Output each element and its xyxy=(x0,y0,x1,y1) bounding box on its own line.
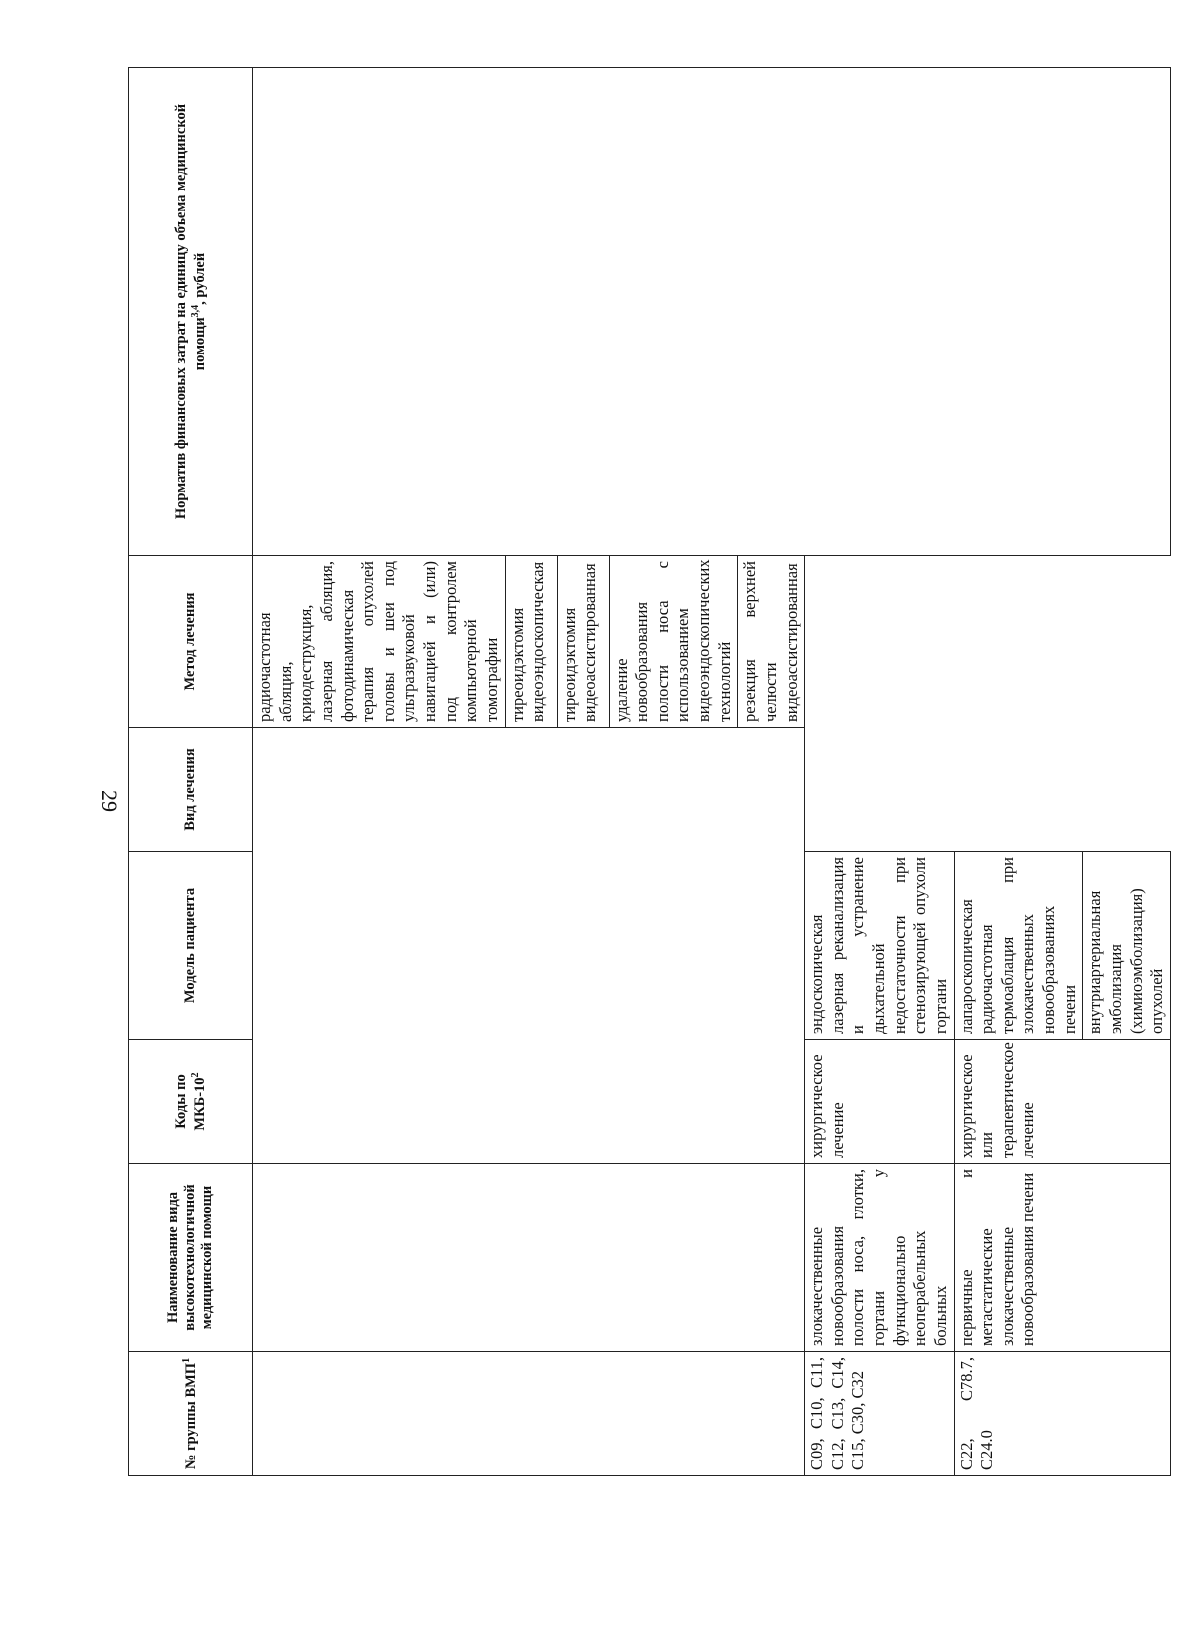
method-cell: тиреоидэктомия видеоэндоскопическая xyxy=(505,556,557,728)
header-name: Наименование вида высокотехнологичной медицинской помощи xyxy=(129,1164,253,1352)
cost-cell xyxy=(253,68,1171,556)
table-row xyxy=(253,68,506,1476)
header-row xyxy=(129,68,253,1476)
name-cell xyxy=(253,1164,805,1352)
method-cell: радиочастотная абляция, криодеструкция, лазерная абляция, фотодинамическая терапия опухолей головы и шеи под ультразвуковой навигацией и (или) под контролем компьютерной томографии xyxy=(253,556,506,728)
codes-cell: C22, C78.7, C24.0 xyxy=(954,1352,1170,1476)
rotated-table-container xyxy=(128,68,1167,1476)
method-cell: лапароскопическая радиочастотная термоаблация при злокачественных новообразованиях печени xyxy=(954,852,1083,1040)
header-patient-model: Модель пациента xyxy=(129,852,253,1040)
treatment-type-cell: хирургическое лечение xyxy=(805,1040,954,1164)
treatment-methods-table xyxy=(128,67,1171,1476)
patient-model-cell: злокачественные новообразования полости носа, глотки, гортани у функционально неоперабельных больных xyxy=(805,1164,954,1352)
patient-model-cell: первичные и метастатические злокачественные новообразования печени xyxy=(954,1164,1170,1352)
codes-cell: C09, C10, C11, C12, C13, C14, C15, C30, C32 xyxy=(805,1352,954,1476)
group-no-cell xyxy=(253,1352,805,1476)
header-codes: Коды по МКБ-$10^2$ xyxy=(129,1040,253,1164)
page-number: 29 xyxy=(97,790,122,812)
method-cell: резекция верхней челюсти видеоассистированная xyxy=(738,556,805,728)
method-cell: удаление новообразования полости носа с использованием видеоэндоскопических технологий xyxy=(609,556,738,728)
method-cell: эндоскопическая лазерная реканализация и устранение дыхательной недостаточности при стенозирующей опухоли гортани xyxy=(805,852,954,1040)
method-cell: внутриартериальная эмболизация (химиоэмболизация) опухолей xyxy=(1083,852,1171,1040)
header-group-no: № группы ВМП$^1$ xyxy=(129,1352,253,1476)
treatment-type-cell: хирургическое или терапевтическое лечение xyxy=(954,1040,1170,1164)
method-cell: тиреоидэктомия видеоассистированная xyxy=(557,556,609,728)
header-method: Метод лечения xyxy=(129,556,253,728)
header-treatment-type: Вид лечения xyxy=(129,728,253,852)
header-cost: Норматив финансовых затрат на единицу объема медицинской помощи$^{3,4}$, рублей xyxy=(129,68,253,556)
empty-cell xyxy=(253,728,805,1164)
